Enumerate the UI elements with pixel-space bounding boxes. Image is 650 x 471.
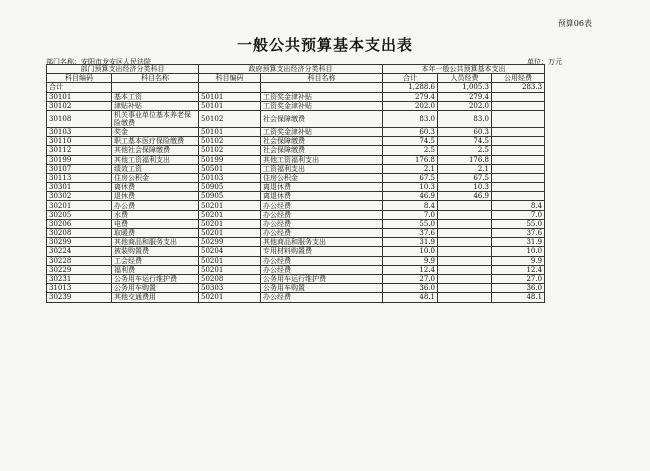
row-public: 27.0 (492, 274, 545, 283)
row-code: 30112 (47, 146, 112, 155)
row-gov-name: 办公经费 (261, 256, 383, 265)
header-dept-classification: 部门预算支出经济分类科目 (47, 65, 199, 74)
row-personnel: 83.0 (438, 110, 492, 127)
total-row (47, 83, 545, 92)
row-code: 30299 (47, 238, 112, 247)
row-gov-code: 50101 (199, 92, 261, 101)
row-name: 其他商品和服务支出 (112, 238, 199, 247)
department-label: 部门名称：安阳市龙安区人民法院 (46, 58, 151, 66)
row-personnel: 46.9 (438, 192, 492, 201)
row-gov-code: 50201 (199, 210, 261, 219)
row-personnel: 2.1 (438, 164, 492, 173)
row-gov-code: 50102 (199, 137, 261, 146)
table-row (47, 137, 545, 146)
row-total: 60.3 (383, 127, 438, 136)
row-name: 福利费 (112, 265, 199, 274)
row-total: 7.0 (383, 210, 438, 219)
row-gov-code: 50208 (199, 274, 261, 283)
row-personnel: 2.5 (438, 146, 492, 155)
row-public (492, 146, 545, 155)
row-gov-name: 其他商品和服务支出 (261, 238, 383, 247)
row-public: 7.0 (492, 210, 545, 219)
row-name: 职工基本医疗保险缴费 (112, 137, 199, 146)
row-gov-name: 办公经费 (261, 219, 383, 228)
table-row (47, 293, 545, 302)
row-code: 30110 (47, 137, 112, 146)
row-gov-code: 50905 (199, 183, 261, 192)
row-name: 其他工资福利支出 (112, 155, 199, 164)
table-row (47, 247, 545, 256)
row-gov-code: 50204 (199, 247, 261, 256)
row-total: 31.9 (383, 238, 438, 247)
row-name: 办公费 (112, 201, 199, 210)
row-name: 取暖费 (112, 229, 199, 238)
row-total: 55.0 (383, 219, 438, 228)
row-total: 83.0 (383, 110, 438, 127)
table-row (47, 173, 545, 182)
row-public (492, 101, 545, 110)
row-gov-name: 工资奖金津补贴 (261, 92, 383, 101)
row-public (492, 164, 545, 173)
row-code: 30199 (47, 155, 112, 164)
row-public: 37.6 (492, 229, 545, 238)
row-personnel: 202.0 (438, 101, 492, 110)
header-code: 科目编码 (47, 74, 112, 83)
row-name: 绩效工资 (112, 164, 199, 173)
row-code: 31013 (47, 284, 112, 293)
row-gov-name: 其他工资福利支出 (261, 155, 383, 164)
table-row (47, 265, 545, 274)
row-total: 279.4 (383, 92, 438, 101)
row-name: 退休费 (112, 192, 199, 201)
table-row (47, 101, 545, 110)
row-code: 30107 (47, 164, 112, 173)
table-row (47, 274, 545, 283)
header-gov-code: 科目编码 (199, 74, 261, 83)
table-row (47, 256, 545, 265)
row-gov-name: 离退休费 (261, 183, 383, 192)
row-public: 9.9 (492, 256, 545, 265)
row-gov-name: 工资奖金津补贴 (261, 101, 383, 110)
row-total: 67.5 (383, 173, 438, 182)
table-row (47, 127, 545, 136)
row-name: 机关事业单位基本养老保险缴费 (112, 110, 199, 127)
row-code: 30108 (47, 110, 112, 127)
table-row (47, 219, 545, 228)
row-code: 30201 (47, 201, 112, 210)
row-gov-name: 办公经费 (261, 201, 383, 210)
row-public: 8.4 (492, 201, 545, 210)
table-row (47, 229, 545, 238)
row-public (492, 173, 545, 182)
row-personnel (438, 238, 492, 247)
total-amount: 1,288.6 (383, 83, 438, 92)
row-code: 30208 (47, 229, 112, 238)
total-personnel: 1,005.3 (438, 83, 492, 92)
form-code: 预算06表 (557, 19, 592, 28)
row-code: 30205 (47, 210, 112, 219)
row-gov-code: 50201 (199, 229, 261, 238)
row-name: 其他交通费用 (112, 293, 199, 302)
row-code: 30101 (47, 92, 112, 101)
row-gov-name: 公务用车购置 (261, 284, 383, 293)
row-gov-code: 50303 (199, 284, 261, 293)
table-row (47, 155, 545, 164)
row-personnel: 176.8 (438, 155, 492, 164)
row-gov-name: 专用材料购置费 (261, 247, 383, 256)
row-code: 30302 (47, 192, 112, 201)
table-row (47, 201, 545, 210)
row-public (492, 127, 545, 136)
row-gov-code: 50102 (199, 146, 261, 155)
row-total: 10.0 (383, 247, 438, 256)
row-total: 9.9 (383, 256, 438, 265)
row-code: 30301 (47, 183, 112, 192)
row-personnel (438, 274, 492, 283)
row-gov-code: 50199 (199, 155, 261, 164)
total-label: 合计 (47, 83, 112, 92)
header-personnel: 人员经费 (438, 74, 492, 83)
row-public (492, 110, 545, 127)
row-gov-name: 住房公积金 (261, 173, 383, 182)
row-gov-code: 50102 (199, 110, 261, 127)
row-total: 48.1 (383, 293, 438, 302)
row-total: 46.9 (383, 192, 438, 201)
row-total: 74.5 (383, 137, 438, 146)
row-personnel: 60.3 (438, 127, 492, 136)
row-code: 30229 (47, 265, 112, 274)
header-public: 公用经费 (492, 74, 545, 83)
row-gov-name: 工资福利支出 (261, 164, 383, 173)
row-gov-name: 公务用车运行维护费 (261, 274, 383, 283)
row-total: 8.4 (383, 201, 438, 210)
header-gov-name: 科目名称 (261, 74, 383, 83)
row-name: 公务用车运行维护费 (112, 274, 199, 283)
row-gov-code: 50201 (199, 265, 261, 274)
row-gov-name: 离退休费 (261, 192, 383, 201)
row-gov-name: 办公经费 (261, 229, 383, 238)
row-code: 30231 (47, 274, 112, 283)
row-gov-code: 50101 (199, 101, 261, 110)
row-code: 30102 (47, 101, 112, 110)
row-name: 基本工资 (112, 92, 199, 101)
header-gov-classification: 政府预算支出经济分类科目 (199, 65, 383, 74)
table-row (47, 210, 545, 219)
row-public (492, 183, 545, 192)
row-public: 36.0 (492, 284, 545, 293)
row-personnel (438, 210, 492, 219)
header-row-groups (47, 65, 545, 74)
row-code: 30228 (47, 256, 112, 265)
row-name: 被装购置费 (112, 247, 199, 256)
budget-table (46, 64, 545, 303)
row-public (492, 155, 545, 164)
row-code: 30113 (47, 173, 112, 182)
row-gov-name: 办公经费 (261, 265, 383, 274)
row-name: 离休费 (112, 183, 199, 192)
row-code: 30239 (47, 293, 112, 302)
row-personnel (438, 284, 492, 293)
row-total: 202.0 (383, 101, 438, 110)
row-total: 36.0 (383, 284, 438, 293)
header-total: 合计 (383, 74, 438, 83)
row-gov-name: 社会保障缴费 (261, 137, 383, 146)
row-public: 10.0 (492, 247, 545, 256)
row-public: 12.4 (492, 265, 545, 274)
row-public: 31.9 (492, 238, 545, 247)
row-name: 工会经费 (112, 256, 199, 265)
row-name: 住房公积金 (112, 173, 199, 182)
row-gov-code: 50201 (199, 201, 261, 210)
row-personnel (438, 247, 492, 256)
table-row (47, 92, 545, 101)
row-gov-name: 工资奖金津补贴 (261, 127, 383, 136)
row-public (492, 192, 545, 201)
row-personnel: 74.5 (438, 137, 492, 146)
row-personnel (438, 293, 492, 302)
row-personnel: 67.5 (438, 173, 492, 182)
row-gov-code: 50201 (199, 256, 261, 265)
header-row-columns (47, 74, 545, 83)
row-public: 48.1 (492, 293, 545, 302)
row-name: 公务用车购置 (112, 284, 199, 293)
row-total: 176.8 (383, 155, 438, 164)
unit-label: 单位：万元 (527, 58, 562, 66)
table-row (47, 110, 545, 127)
row-gov-code: 50201 (199, 293, 261, 302)
row-gov-code: 50905 (199, 192, 261, 201)
row-gov-code: 50501 (199, 164, 261, 173)
row-gov-name: 办公经费 (261, 293, 383, 302)
row-total: 10.3 (383, 183, 438, 192)
row-gov-code: 50101 (199, 127, 261, 136)
row-name: 津贴补贴 (112, 101, 199, 110)
row-code: 30103 (47, 127, 112, 136)
row-gov-code: 50299 (199, 238, 261, 247)
row-gov-name: 社会保障缴费 (261, 146, 383, 155)
row-code: 30224 (47, 247, 112, 256)
page-title: 一般公共预算基本支出表 (236, 36, 413, 54)
table-row (47, 183, 545, 192)
table-row (47, 164, 545, 173)
row-gov-code: 50103 (199, 173, 261, 182)
row-name: 水费 (112, 210, 199, 219)
row-personnel (438, 229, 492, 238)
table-row (47, 146, 545, 155)
row-public (492, 92, 545, 101)
row-personnel (438, 265, 492, 274)
row-code: 30206 (47, 219, 112, 228)
row-personnel: 279.4 (438, 92, 492, 101)
row-gov-name: 办公经费 (261, 210, 383, 219)
row-personnel: 10.3 (438, 183, 492, 192)
header-budget-expenditure: 本年一般公共预算基本支出 (383, 65, 545, 74)
table-row (47, 192, 545, 201)
row-personnel (438, 201, 492, 210)
row-total: 12.4 (383, 265, 438, 274)
row-gov-name: 社会保障缴费 (261, 110, 383, 127)
table-row (47, 238, 545, 247)
row-name: 其他社会保障缴费 (112, 146, 199, 155)
row-name: 奖金 (112, 127, 199, 136)
row-public (492, 137, 545, 146)
row-total: 37.6 (383, 229, 438, 238)
row-personnel (438, 219, 492, 228)
row-name: 电费 (112, 219, 199, 228)
row-public: 55.0 (492, 219, 545, 228)
row-gov-code: 50201 (199, 219, 261, 228)
row-total: 2.5 (383, 146, 438, 155)
row-total: 2.1 (383, 164, 438, 173)
row-total: 27.0 (383, 274, 438, 283)
row-personnel (438, 256, 492, 265)
header-name: 科目名称 (112, 74, 199, 83)
total-public: 283.3 (492, 83, 545, 92)
table-row (47, 284, 545, 293)
